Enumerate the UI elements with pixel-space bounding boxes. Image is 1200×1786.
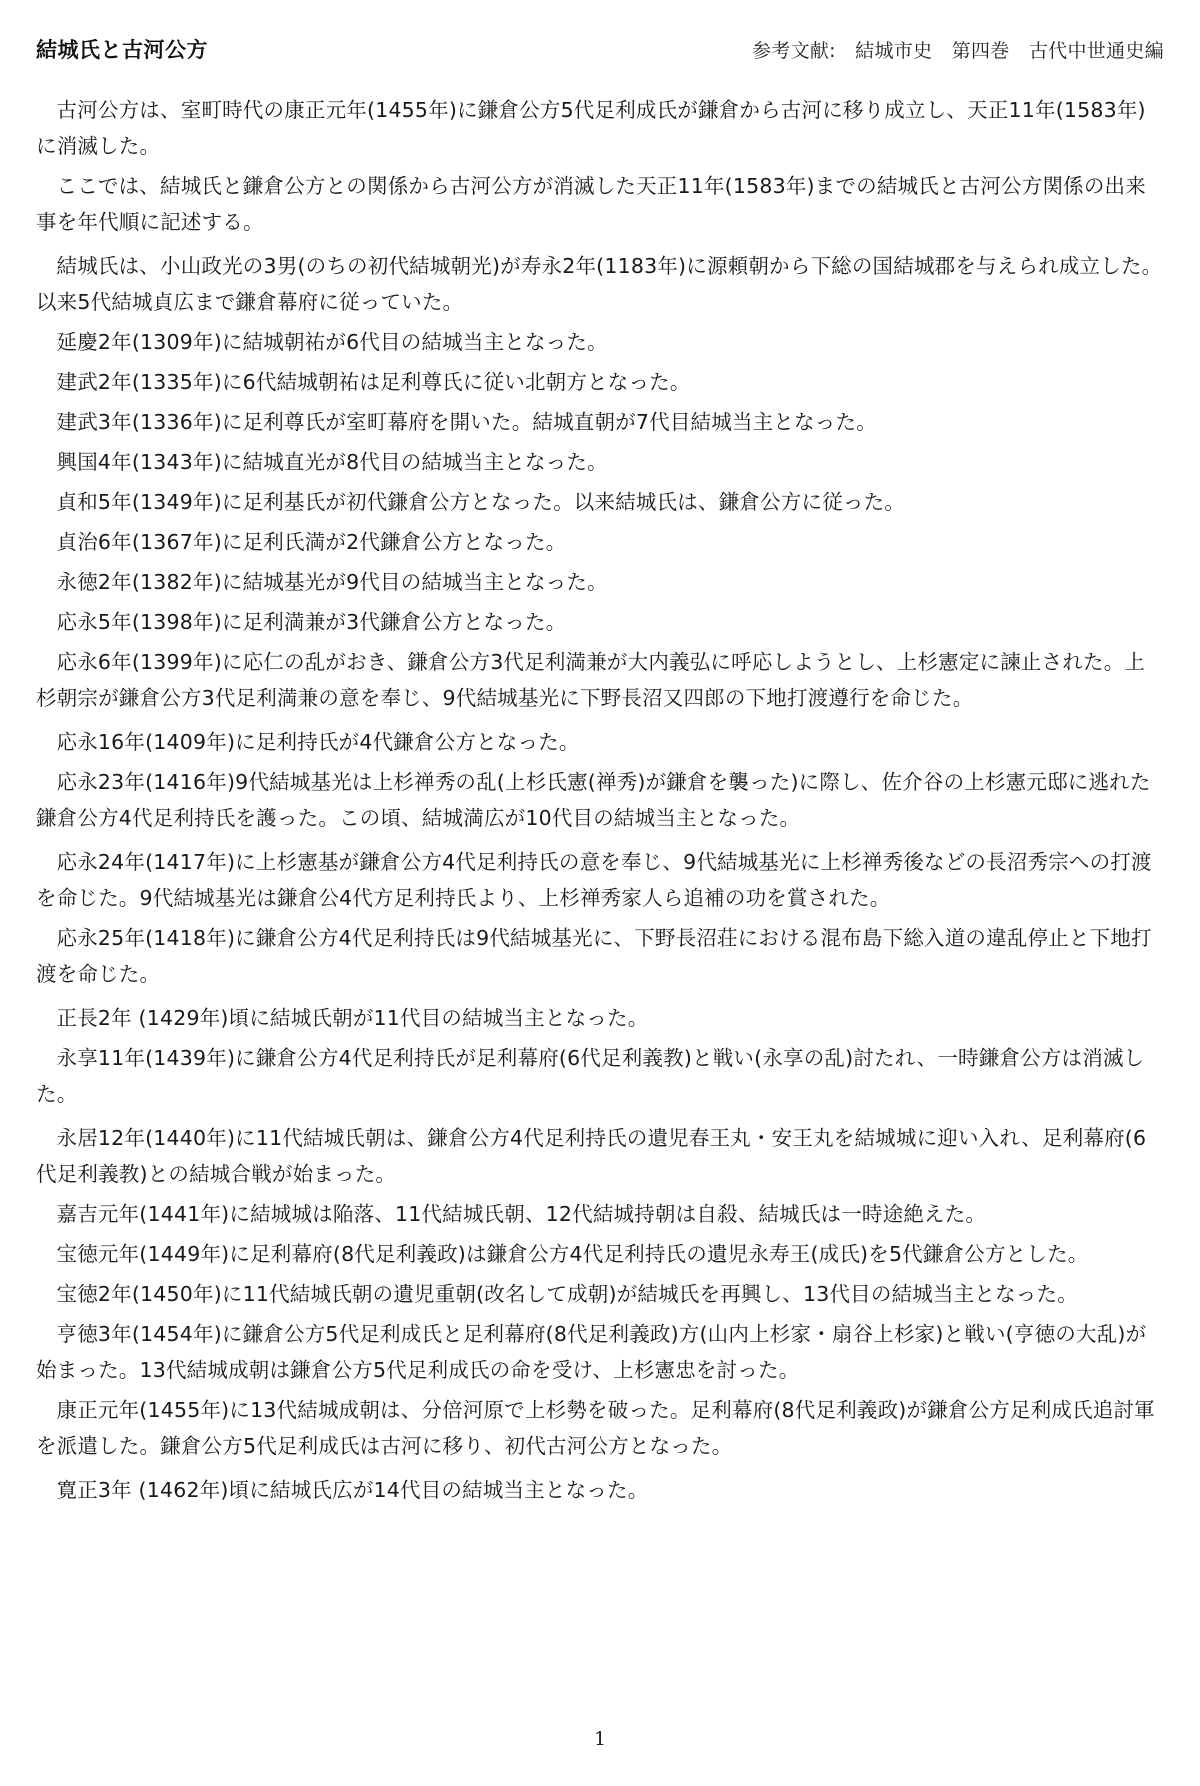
paragraph-event: 応永24年(1417年)に上杉憲基が鎌倉公方4代足利持氏の意を奉じ、9代結城基光に上杉禅秀後などの長沼秀宗への打渡を命じた。9代結城基光は鎌倉公4代方足利持氏より、上杉禅秀家人ら追補の功を賞された。	[36, 850, 1152, 910]
paragraph-event: 応永5年(1398年)に足利満兼が3代鎌倉公方となった。	[56, 610, 567, 634]
paragraph-event: 延慶2年(1309年)に結城朝祐が6代目の結城当主となった。	[56, 330, 608, 354]
paragraph-event: 建武2年(1335年)に6代結城朝祐は足利尊氏に従い北朝方となった。	[56, 370, 691, 394]
reference-citation: 参考文献: 結城市史 第四巻 古代中世通史編	[751, 40, 1164, 62]
paragraph-origin: 結城氏は、小山政光の3男(のちの初代結城朝光)が寿永2年(1183年)に源頼朝から下総の国結城郡を与えられ成立した。以来5代結城貞広まで鎌倉幕府に従っていた。	[36, 254, 1163, 314]
document-title: 結城氏と古河公方	[36, 38, 208, 62]
paragraph-event: 嘉吉元年(1441年)に結城城は陥落、11代結城氏朝、12代結城持朝は自殺、結城氏は一時途絶えた。	[56, 1202, 987, 1226]
paragraph-event: 建武3年(1336年)に足利尊氏が室町幕府を開いた。結城直朝が7代目結城当主となった。	[56, 410, 877, 434]
paragraph-event: 康正元年(1455年)に13代結城成朝は、分倍河原で上杉勢を破った。足利幕府(8代足利義政)が鎌倉公方足利成氏追討軍を派遣した。鎌倉公方5代足利成氏は古河に移り、初代古河公方となった。	[36, 1398, 1155, 1458]
document-header	[36, 34, 1164, 68]
paragraph-event: 寛正3年 (1462年)頃に結城氏広が14代目の結城当主となった。	[56, 1478, 649, 1502]
paragraph-event: 永徳2年(1382年)に結城基光が9代目の結城当主となった。	[56, 570, 608, 594]
paragraph-event: 永居12年(1440年)に11代結城氏朝は、鎌倉公方4代足利持氏の遺児春王丸・安王丸を結城城に迎い入れ、足利幕府(6代足利義教)との結城合戦が始まった。	[36, 1126, 1147, 1186]
page-number: 1	[593, 1728, 607, 1750]
paragraph-intro: 古河公方は、室町時代の康正元年(1455年)に鎌倉公方5代足利成氏が鎌倉から古河に移り成立し、天正11年(1583年)に消滅した。	[36, 98, 1146, 158]
paragraph-event: 興国4年(1343年)に結城直光が8代目の結城当主となった。	[56, 450, 608, 474]
paragraph-event: 応永6年(1399年)に応仁の乱がおき、鎌倉公方3代足利満兼が大内義弘に呼応しようとし、上杉憲定に諫止された。上杉朝宗が鎌倉公方3代足利満兼の意を奉じ、9代結城基光に下野長沼又四郎の下地打渡遵行を命じた。	[36, 650, 1146, 710]
paragraph-event: 永享11年(1439年)に鎌倉公方4代足利持氏が足利幕府(6代足利義教)と戦い(永享の乱)討たれ、一時鎌倉公方は消滅した。	[36, 1046, 1145, 1106]
document-body	[36, 92, 1164, 1512]
paragraph-scope: ここでは、結城氏と鎌倉公方との関係から古河公方が消滅した天正11年(1583年)までの結城氏と古河公方関係の出来事を年代順に記述する。	[36, 174, 1146, 234]
paragraph-event: 宝徳元年(1449年)に足利幕府(8代足利義政)は鎌倉公方4代足利持氏の遺児永寿王(成氏)を5代鎌倉公方とした。	[56, 1242, 1089, 1266]
paragraph-event: 宝徳2年(1450年)に11代結城氏朝の遺児重朝(改名して成朝)が結城氏を再興し、13代目の結城当主となった。	[56, 1282, 1078, 1306]
paragraph-event: 正長2年 (1429年)頃に結城氏朝が11代目の結城当主となった。	[56, 1006, 649, 1030]
paragraph-event: 応永23年(1416年)9代結城基光は上杉禅秀の乱(上杉氏憲(禅秀)が鎌倉を襲った)に際し、佐介谷の上杉憲元邸に逃れた鎌倉公方4代足利持氏を護った。この頃、結城満広が10代目の結城当主となった。	[36, 770, 1151, 830]
paragraph-event: 貞治6年(1367年)に足利氏満が2代鎌倉公方となった。	[56, 530, 567, 554]
paragraph-event: 応永25年(1418年)に鎌倉公方4代足利持氏は9代結城基光に、下野長沼荘における混布島下総入道の違乱停止と下地打渡を命じた。	[36, 926, 1152, 986]
paragraph-event: 応永16年(1409年)に足利持氏が4代鎌倉公方となった。	[56, 730, 580, 754]
paragraph-event: 貞和5年(1349年)に足利基氏が初代鎌倉公方となった。以来結城氏は、鎌倉公方に従った。	[56, 490, 906, 514]
paragraph-event: 亨徳3年(1454年)に鎌倉公方5代足利成氏と足利幕府(8代足利義政)方(山内上杉家・扇谷上杉家)と戦い(亨徳の大乱)が始まった。13代結城成朝は鎌倉公方5代足利成氏の命を受け、上杉憲忠を討った。	[36, 1322, 1147, 1382]
